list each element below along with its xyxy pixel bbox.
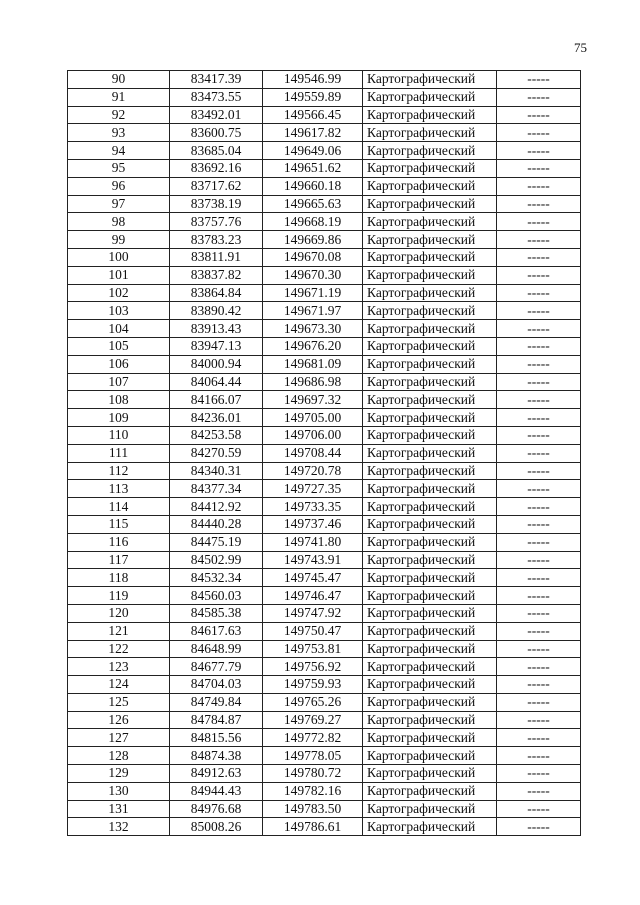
point-number-cell: 109	[68, 409, 170, 427]
note-cell: -----	[497, 391, 581, 409]
y-coordinate-cell: 149706.00	[263, 426, 363, 444]
note-cell: -----	[497, 444, 581, 462]
y-coordinate-cell: 149750.47	[263, 622, 363, 640]
y-coordinate-cell: 149617.82	[263, 124, 363, 142]
note-cell: -----	[497, 71, 581, 89]
x-coordinate-cell: 83473.55	[170, 88, 263, 106]
x-coordinate-cell: 84704.03	[170, 676, 263, 694]
point-number-cell: 115	[68, 515, 170, 533]
x-coordinate-cell: 84000.94	[170, 355, 263, 373]
table-row	[68, 284, 581, 302]
x-coordinate-cell: 83692.16	[170, 159, 263, 177]
x-coordinate-cell: 83685.04	[170, 142, 263, 160]
table-row	[68, 533, 581, 551]
note-cell: -----	[497, 587, 581, 605]
y-coordinate-cell: 149651.62	[263, 159, 363, 177]
note-cell: -----	[497, 373, 581, 391]
table-row	[68, 569, 581, 587]
table-row	[68, 462, 581, 480]
method-cell: Картографический	[363, 711, 497, 729]
table-row	[68, 782, 581, 800]
y-coordinate-cell: 149782.16	[263, 782, 363, 800]
x-coordinate-cell: 83757.76	[170, 213, 263, 231]
note-cell: -----	[497, 213, 581, 231]
y-coordinate-cell: 149671.19	[263, 284, 363, 302]
table-row	[68, 587, 581, 605]
x-coordinate-cell: 83913.43	[170, 320, 263, 338]
table-row	[68, 195, 581, 213]
y-coordinate-cell: 149669.86	[263, 231, 363, 249]
note-cell: -----	[497, 480, 581, 498]
method-cell: Картографический	[363, 747, 497, 765]
note-cell: -----	[497, 195, 581, 213]
point-number-cell: 94	[68, 142, 170, 160]
note-cell: -----	[497, 782, 581, 800]
table-row	[68, 640, 581, 658]
table-row	[68, 266, 581, 284]
point-number-cell: 113	[68, 480, 170, 498]
table-row	[68, 391, 581, 409]
point-number-cell: 98	[68, 213, 170, 231]
x-coordinate-cell: 84815.56	[170, 729, 263, 747]
y-coordinate-cell: 149745.47	[263, 569, 363, 587]
table-row	[68, 658, 581, 676]
note-cell: -----	[497, 765, 581, 783]
y-coordinate-cell: 149668.19	[263, 213, 363, 231]
x-coordinate-cell: 84236.01	[170, 409, 263, 427]
x-coordinate-cell: 84912.63	[170, 765, 263, 783]
point-number-cell: 91	[68, 88, 170, 106]
point-number-cell: 130	[68, 782, 170, 800]
table-row	[68, 142, 581, 160]
x-coordinate-cell: 84585.38	[170, 604, 263, 622]
method-cell: Картографический	[363, 159, 497, 177]
method-cell: Картографический	[363, 676, 497, 694]
y-coordinate-cell: 149783.50	[263, 800, 363, 818]
x-coordinate-cell: 83890.42	[170, 302, 263, 320]
method-cell: Картографический	[363, 106, 497, 124]
point-number-cell: 127	[68, 729, 170, 747]
method-cell: Картографический	[363, 782, 497, 800]
table-row	[68, 515, 581, 533]
y-coordinate-cell: 149566.45	[263, 106, 363, 124]
point-number-cell: 93	[68, 124, 170, 142]
point-number-cell: 124	[68, 676, 170, 694]
x-coordinate-cell: 84532.34	[170, 569, 263, 587]
y-coordinate-cell: 149765.26	[263, 693, 363, 711]
point-number-cell: 114	[68, 498, 170, 516]
x-coordinate-cell: 84166.07	[170, 391, 263, 409]
point-number-cell: 116	[68, 533, 170, 551]
x-coordinate-cell: 83864.84	[170, 284, 263, 302]
table-row	[68, 106, 581, 124]
method-cell: Картографический	[363, 213, 497, 231]
table-row	[68, 355, 581, 373]
method-cell: Картографический	[363, 231, 497, 249]
note-cell: -----	[497, 551, 581, 569]
y-coordinate-cell: 149772.82	[263, 729, 363, 747]
note-cell: -----	[497, 515, 581, 533]
method-cell: Картографический	[363, 391, 497, 409]
table-row	[68, 71, 581, 89]
point-number-cell: 123	[68, 658, 170, 676]
table-row	[68, 320, 581, 338]
method-cell: Картографический	[363, 177, 497, 195]
note-cell: -----	[497, 711, 581, 729]
point-number-cell: 132	[68, 818, 170, 836]
note-cell: -----	[497, 409, 581, 427]
note-cell: -----	[497, 640, 581, 658]
point-number-cell: 103	[68, 302, 170, 320]
x-coordinate-cell: 84784.87	[170, 711, 263, 729]
y-coordinate-cell: 149747.92	[263, 604, 363, 622]
table-row	[68, 213, 581, 231]
table-row	[68, 124, 581, 142]
y-coordinate-cell: 149756.92	[263, 658, 363, 676]
note-cell: -----	[497, 106, 581, 124]
note-cell: -----	[497, 604, 581, 622]
y-coordinate-cell: 149733.35	[263, 498, 363, 516]
y-coordinate-cell: 149737.46	[263, 515, 363, 533]
method-cell: Картографический	[363, 426, 497, 444]
point-number-cell: 90	[68, 71, 170, 89]
note-cell: -----	[497, 658, 581, 676]
note-cell: -----	[497, 800, 581, 818]
table-row	[68, 248, 581, 266]
point-number-cell: 110	[68, 426, 170, 444]
x-coordinate-cell: 84377.34	[170, 480, 263, 498]
y-coordinate-cell: 149708.44	[263, 444, 363, 462]
x-coordinate-cell: 84253.58	[170, 426, 263, 444]
point-number-cell: 128	[68, 747, 170, 765]
point-number-cell: 119	[68, 587, 170, 605]
note-cell: -----	[497, 622, 581, 640]
method-cell: Картографический	[363, 409, 497, 427]
method-cell: Картографический	[363, 587, 497, 605]
method-cell: Картографический	[363, 515, 497, 533]
y-coordinate-cell: 149727.35	[263, 480, 363, 498]
method-cell: Картографический	[363, 729, 497, 747]
x-coordinate-cell: 84340.31	[170, 462, 263, 480]
method-cell: Картографический	[363, 373, 497, 391]
table-row	[68, 177, 581, 195]
table-row	[68, 800, 581, 818]
table-row	[68, 765, 581, 783]
point-number-cell: 122	[68, 640, 170, 658]
coordinates-table	[67, 70, 581, 836]
y-coordinate-cell: 149546.99	[263, 71, 363, 89]
method-cell: Картографический	[363, 88, 497, 106]
note-cell: -----	[497, 676, 581, 694]
point-number-cell: 118	[68, 569, 170, 587]
x-coordinate-cell: 84270.59	[170, 444, 263, 462]
method-cell: Картографический	[363, 337, 497, 355]
note-cell: -----	[497, 159, 581, 177]
method-cell: Картографический	[363, 462, 497, 480]
table-row	[68, 711, 581, 729]
y-coordinate-cell: 149746.47	[263, 587, 363, 605]
table-row	[68, 480, 581, 498]
method-cell: Картографический	[363, 355, 497, 373]
note-cell: -----	[497, 462, 581, 480]
y-coordinate-cell: 149673.30	[263, 320, 363, 338]
table-row	[68, 498, 581, 516]
x-coordinate-cell: 85008.26	[170, 818, 263, 836]
point-number-cell: 97	[68, 195, 170, 213]
x-coordinate-cell: 84944.43	[170, 782, 263, 800]
x-coordinate-cell: 84648.99	[170, 640, 263, 658]
table-row	[68, 337, 581, 355]
y-coordinate-cell: 149671.97	[263, 302, 363, 320]
x-coordinate-cell: 84874.38	[170, 747, 263, 765]
note-cell: -----	[497, 266, 581, 284]
note-cell: -----	[497, 124, 581, 142]
x-coordinate-cell: 84440.28	[170, 515, 263, 533]
table-row	[68, 409, 581, 427]
y-coordinate-cell: 149665.63	[263, 195, 363, 213]
method-cell: Картографический	[363, 248, 497, 266]
point-number-cell: 107	[68, 373, 170, 391]
method-cell: Картографический	[363, 640, 497, 658]
x-coordinate-cell: 83738.19	[170, 195, 263, 213]
method-cell: Картографический	[363, 533, 497, 551]
y-coordinate-cell: 149681.09	[263, 355, 363, 373]
x-coordinate-cell: 83811.91	[170, 248, 263, 266]
method-cell: Картографический	[363, 693, 497, 711]
table-row	[68, 747, 581, 765]
note-cell: -----	[497, 693, 581, 711]
note-cell: -----	[497, 426, 581, 444]
table-row	[68, 676, 581, 694]
page-number: 75	[574, 40, 587, 55]
point-number-cell: 102	[68, 284, 170, 302]
table-row	[68, 444, 581, 462]
y-coordinate-cell: 149778.05	[263, 747, 363, 765]
note-cell: -----	[497, 320, 581, 338]
point-number-cell: 95	[68, 159, 170, 177]
y-coordinate-cell: 149741.80	[263, 533, 363, 551]
method-cell: Картографический	[363, 142, 497, 160]
table-row	[68, 231, 581, 249]
y-coordinate-cell: 149743.91	[263, 551, 363, 569]
y-coordinate-cell: 149676.20	[263, 337, 363, 355]
table-row	[68, 693, 581, 711]
table-row	[68, 604, 581, 622]
y-coordinate-cell: 149786.61	[263, 818, 363, 836]
point-number-cell: 100	[68, 248, 170, 266]
note-cell: -----	[497, 355, 581, 373]
x-coordinate-cell: 84412.92	[170, 498, 263, 516]
y-coordinate-cell: 149559.89	[263, 88, 363, 106]
method-cell: Картографический	[363, 320, 497, 338]
method-cell: Картографический	[363, 284, 497, 302]
y-coordinate-cell: 149753.81	[263, 640, 363, 658]
x-coordinate-cell: 83947.13	[170, 337, 263, 355]
point-number-cell: 105	[68, 337, 170, 355]
table-row	[68, 159, 581, 177]
method-cell: Картографический	[363, 658, 497, 676]
x-coordinate-cell: 83783.23	[170, 231, 263, 249]
note-cell: -----	[497, 177, 581, 195]
note-cell: -----	[497, 747, 581, 765]
note-cell: -----	[497, 533, 581, 551]
x-coordinate-cell: 83492.01	[170, 106, 263, 124]
table-row	[68, 373, 581, 391]
x-coordinate-cell: 83837.82	[170, 266, 263, 284]
method-cell: Картографический	[363, 765, 497, 783]
method-cell: Картографический	[363, 195, 497, 213]
y-coordinate-cell: 149720.78	[263, 462, 363, 480]
point-number-cell: 99	[68, 231, 170, 249]
method-cell: Картографический	[363, 800, 497, 818]
method-cell: Картографический	[363, 604, 497, 622]
point-number-cell: 125	[68, 693, 170, 711]
point-number-cell: 126	[68, 711, 170, 729]
point-number-cell: 104	[68, 320, 170, 338]
note-cell: -----	[497, 142, 581, 160]
y-coordinate-cell: 149780.72	[263, 765, 363, 783]
y-coordinate-cell: 149697.32	[263, 391, 363, 409]
x-coordinate-cell: 84749.84	[170, 693, 263, 711]
note-cell: -----	[497, 818, 581, 836]
note-cell: -----	[497, 337, 581, 355]
x-coordinate-cell: 83417.39	[170, 71, 263, 89]
x-coordinate-cell: 84677.79	[170, 658, 263, 676]
y-coordinate-cell: 149670.08	[263, 248, 363, 266]
y-coordinate-cell: 149705.00	[263, 409, 363, 427]
x-coordinate-cell: 84064.44	[170, 373, 263, 391]
point-number-cell: 108	[68, 391, 170, 409]
table-row	[68, 622, 581, 640]
x-coordinate-cell: 84475.19	[170, 533, 263, 551]
point-number-cell: 117	[68, 551, 170, 569]
table-row	[68, 88, 581, 106]
note-cell: -----	[497, 729, 581, 747]
x-coordinate-cell: 83717.62	[170, 177, 263, 195]
y-coordinate-cell: 149649.06	[263, 142, 363, 160]
note-cell: -----	[497, 231, 581, 249]
method-cell: Картографический	[363, 551, 497, 569]
point-number-cell: 111	[68, 444, 170, 462]
note-cell: -----	[497, 88, 581, 106]
note-cell: -----	[497, 498, 581, 516]
point-number-cell: 131	[68, 800, 170, 818]
x-coordinate-cell: 84617.63	[170, 622, 263, 640]
method-cell: Картографический	[363, 818, 497, 836]
note-cell: -----	[497, 284, 581, 302]
note-cell: -----	[497, 248, 581, 266]
note-cell: -----	[497, 302, 581, 320]
method-cell: Картографический	[363, 444, 497, 462]
y-coordinate-cell: 149759.93	[263, 676, 363, 694]
table-row	[68, 818, 581, 836]
point-number-cell: 96	[68, 177, 170, 195]
point-number-cell: 112	[68, 462, 170, 480]
method-cell: Картографический	[363, 569, 497, 587]
point-number-cell: 120	[68, 604, 170, 622]
note-cell: -----	[497, 569, 581, 587]
y-coordinate-cell: 149670.30	[263, 266, 363, 284]
table-row	[68, 551, 581, 569]
point-number-cell: 129	[68, 765, 170, 783]
point-number-cell: 121	[68, 622, 170, 640]
point-number-cell: 106	[68, 355, 170, 373]
y-coordinate-cell: 149769.27	[263, 711, 363, 729]
method-cell: Картографический	[363, 124, 497, 142]
table-row	[68, 426, 581, 444]
x-coordinate-cell: 84502.99	[170, 551, 263, 569]
method-cell: Картографический	[363, 498, 497, 516]
table-row	[68, 302, 581, 320]
method-cell: Картографический	[363, 480, 497, 498]
point-number-cell: 92	[68, 106, 170, 124]
table-row	[68, 729, 581, 747]
x-coordinate-cell: 84560.03	[170, 587, 263, 605]
method-cell: Картографический	[363, 266, 497, 284]
y-coordinate-cell: 149686.98	[263, 373, 363, 391]
x-coordinate-cell: 84976.68	[170, 800, 263, 818]
method-cell: Картографический	[363, 622, 497, 640]
method-cell: Картографический	[363, 71, 497, 89]
coordinates-table-body	[68, 71, 581, 836]
point-number-cell: 101	[68, 266, 170, 284]
x-coordinate-cell: 83600.75	[170, 124, 263, 142]
y-coordinate-cell: 149660.18	[263, 177, 363, 195]
method-cell: Картографический	[363, 302, 497, 320]
